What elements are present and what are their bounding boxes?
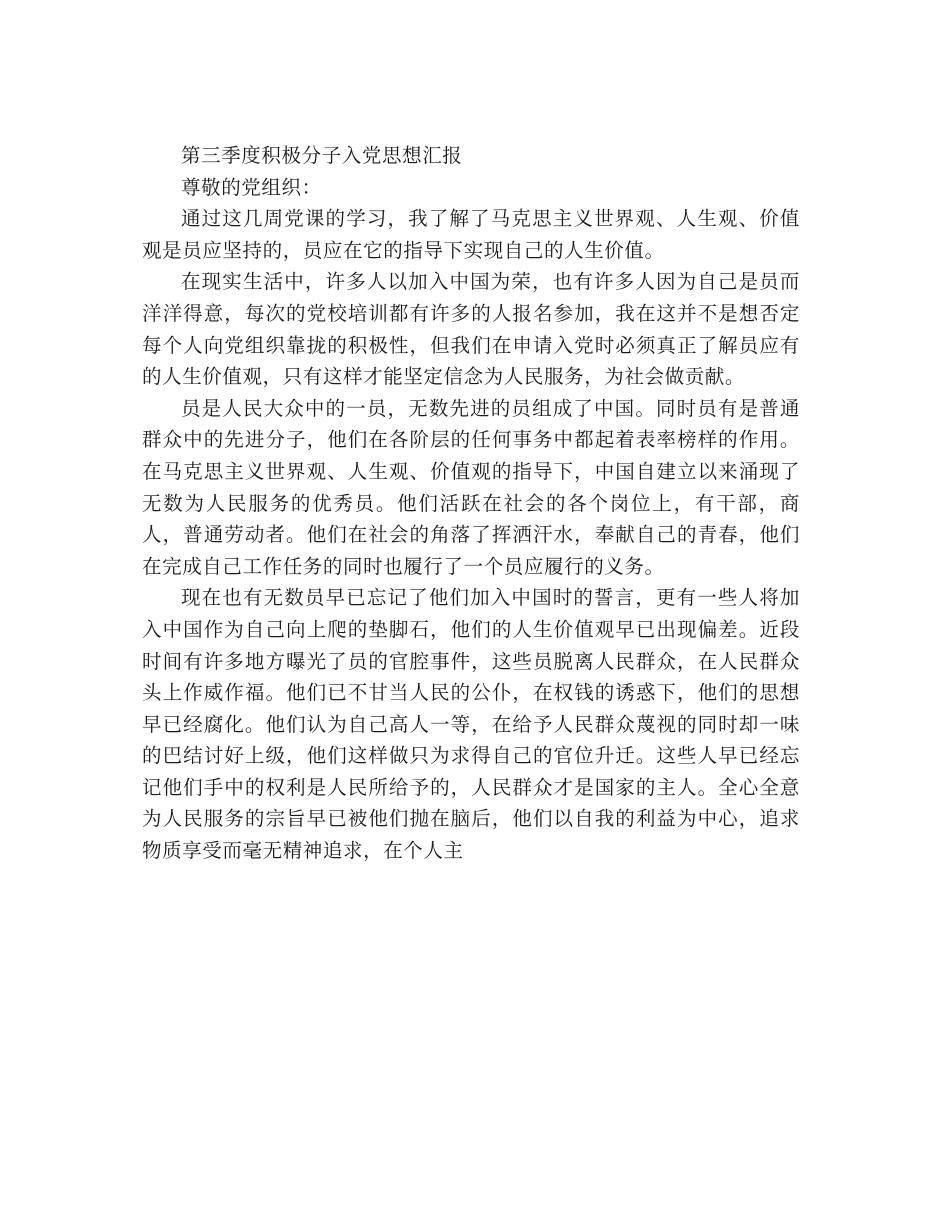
- paragraph-1: 通过这几周党课的学习，我了解了马克思主义世界观、人生观、价值观是员应坚持的，员应在它的指导下实现自己的人生价值。: [142, 207, 800, 262]
- salutation: 尊敬的党组织：: [181, 175, 322, 199]
- paragraph-2: 在现实生活中，许多人以加入中国为荣，也有许多人因为自己是员而洋洋得意，每次的党校培训都有许多的人报名参加，我在这并不是想否定每个人向党组织靠拢的积极性，但我们在申请入党时必须真正了解员应有的人生价值观，只有这样才能坚定信念为人民服务，为社会做贡献。: [142, 270, 800, 389]
- paragraph-4: 现在也有无数员早已忘记了他们加入中国时的誓言，更有一些人将加入中国作为自己向上爬的垫脚石，他们的人生价值观早已出现偏差。近段时间有许多地方曝光了员的官腔事件，这些员脱离人民群众，在人民群众头上作威作福。他们已不甘当人民的公仆，在权钱的诱惑下，他们的思想早已经腐化。他们认为自己高人一等，在给予人民群众蔑视的同时却一味的巴结讨好上级，他们这样做只为求得自己的官位升迁。这些人早已经忘记他们手中的权利是人民所给予的，人民群众才是国家的主人。全心全意为人民服务的宗旨早已被他们抛在脑后，他们以自我的利益为中心，追求物质享受而毫无精神追求，在个人主: [142, 586, 800, 863]
- document-body: [142, 140, 800, 867]
- paragraph-3: 员是人民大众中的一员，无数先进的员组成了中国。同时员有是普通群众中的先进分子，他们在各阶层的任何事务中都起着表率榜样的作用。在马克思主义世界观、人生观、价值观的指导下，中国自建立以来涌现了无数为人民服务的优秀员。他们活跃在社会的各个岗位上，有干部，商人，普通劳动者。他们在社会的角落了挥洒汗水，奉献自己的青春，他们在完成自己工作任务的同时也履行了一个员应履行的义务。: [142, 396, 800, 578]
- document-title: 第三季度积极分子入党思想汇报: [181, 144, 463, 167]
